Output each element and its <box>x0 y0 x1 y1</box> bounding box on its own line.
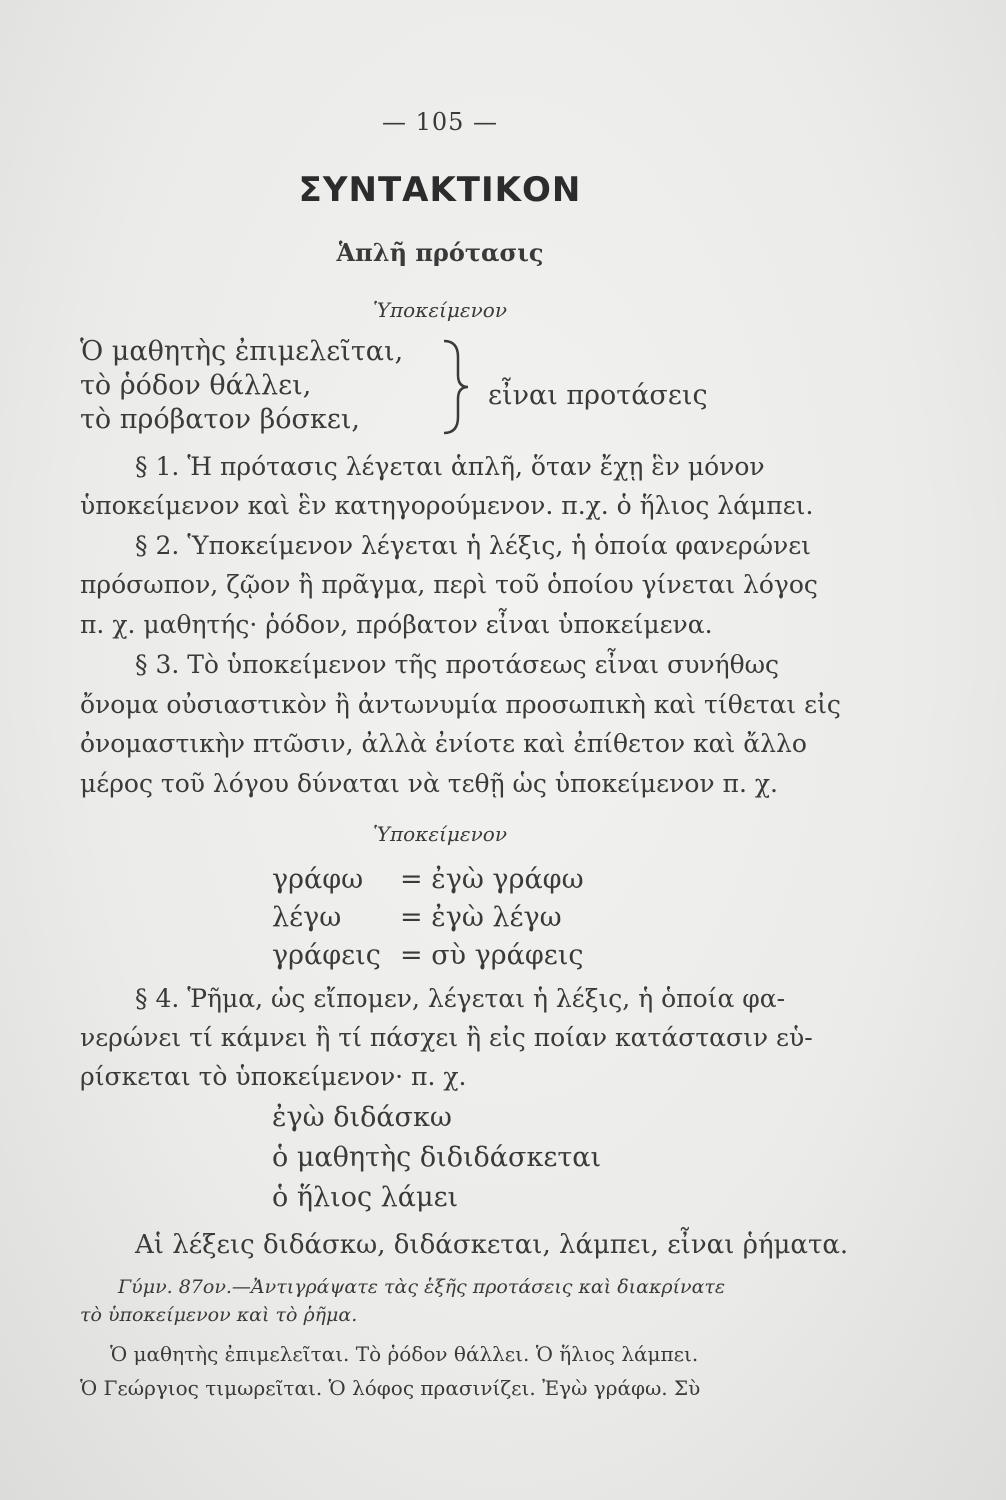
exercise-sentence: Ὁ μαθητὴς ἐπιμελεῖται. Τὸ ῥόδον θάλλει. Ὁ ἥλιος λάμπει. <box>110 1342 699 1366</box>
paragraph-line: § 1. Ἡ πρότασις λέγεται ἁπλῆ, ὅταν ἔχῃ ἓν μόνον <box>135 452 765 481</box>
paragraph-line: πρόσωπον, ζῷον ἢ πρᾶγμα, περὶ τοῦ ὁποίου γίνεται λόγος <box>80 570 818 599</box>
brace-icon <box>424 337 474 437</box>
paragraph-line: § 2. Ὑποκείμενον λέγεται ἡ λέξις, ἡ ὁποία φανερώνει <box>135 531 811 560</box>
example-line: τὸ ῥόδον θάλλει, <box>80 370 312 401</box>
paragraph-line: μέρος τοῦ λόγου δύναται νὰ τεθῇ ὡς ὑποκείμενον π. χ. <box>80 769 778 798</box>
paragraph-line: § 3. Τὸ ὑποκείμενον τῆς προτάσεως εἶναι συνήθως <box>135 650 780 679</box>
verb-form: γράφω <box>272 864 364 895</box>
examples-label: εἶναι προτάσεις <box>488 380 708 411</box>
subject-label: Ὑποκείμενον <box>373 822 507 846</box>
exercise-sentence: Ὁ Γεώργιος τιμωρεῖται. Ὁ λόφος πρασινίζει. Ἐγὼ γράφω. Σὺ <box>80 1376 701 1400</box>
verb-equivalent: = ἐγὼ γράφω <box>400 864 584 895</box>
verb-equivalent: = σὺ γράφεις <box>400 940 584 971</box>
example-line: ὁ μαθητὴς διδιδάσκεται <box>272 1142 602 1173</box>
example-line: ὁ ἥλιος λάμει <box>272 1182 459 1213</box>
section-subtitle: Ἁπλῆ πρότασις <box>336 238 544 267</box>
verb-form: γράφεις <box>272 940 381 971</box>
paragraph-line: ὀνομαστικὴν πτῶσιν, ἀλλὰ ἐνίοτε καὶ ἐπίθετον καὶ ἄλλο <box>80 729 807 758</box>
example-line: Ὁ μαθητὴς ἐπιμελεῖται, <box>80 336 404 367</box>
verb-form: λέγω <box>272 902 342 933</box>
subject-label: Ὑποκείμενον <box>373 298 507 322</box>
example-line: τὸ πρόβατον βόσκει, <box>80 404 361 435</box>
verb-equivalent: = ἐγὼ λέγω <box>400 902 562 933</box>
exercise-line: Γύμν. 87ον.—Ἀντιγράψατε τὰς ἑξῆς προτάσεις καὶ διακρίνατε <box>118 1276 726 1298</box>
paragraph-line: νερώνει τί κάμνει ἢ τί πάσχει ἢ εἰς ποίαν κατάστασιν εὑ- <box>80 1023 813 1052</box>
paragraph-line: § 4. Ῥῆμα, ὡς εἴπομεν, λέγεται ἡ λέξις, ἡ ὁποία φα- <box>135 984 786 1013</box>
page-title: ΣΥΝΤΑΚΤΙΚΟΝ <box>298 170 582 210</box>
paragraph-line: ρίσκεται τὸ ὑποκείμενον· π. χ. <box>80 1062 467 1091</box>
page-number: — 105 — <box>381 108 499 136</box>
paragraph-line: π. χ. μαθητής· ῥόδον, πρόβατον εἶναι ὑποκείμενα. <box>80 610 713 639</box>
example-line: ἐγὼ διδάσκω <box>272 1102 452 1133</box>
paragraph-line: ὄνομα οὐσιαστικὸν ἢ ἀντωνυμία προσωπικὴ καὶ τίθεται εἰς <box>80 690 841 719</box>
paragraph-line: ὑποκείμενον καὶ ἓν κατηγορούμενον. π.χ. ὁ ἥλιος λάμπει. <box>80 491 814 520</box>
conclusion-line: Αἱ λέξεις διδάσκω, διδάσκεται, λάμπει, εἶναι ῥήματα. <box>135 1230 849 1260</box>
exercise-line: τὸ ὑποκείμενον καὶ τὸ ῥῆμα. <box>80 1304 358 1326</box>
